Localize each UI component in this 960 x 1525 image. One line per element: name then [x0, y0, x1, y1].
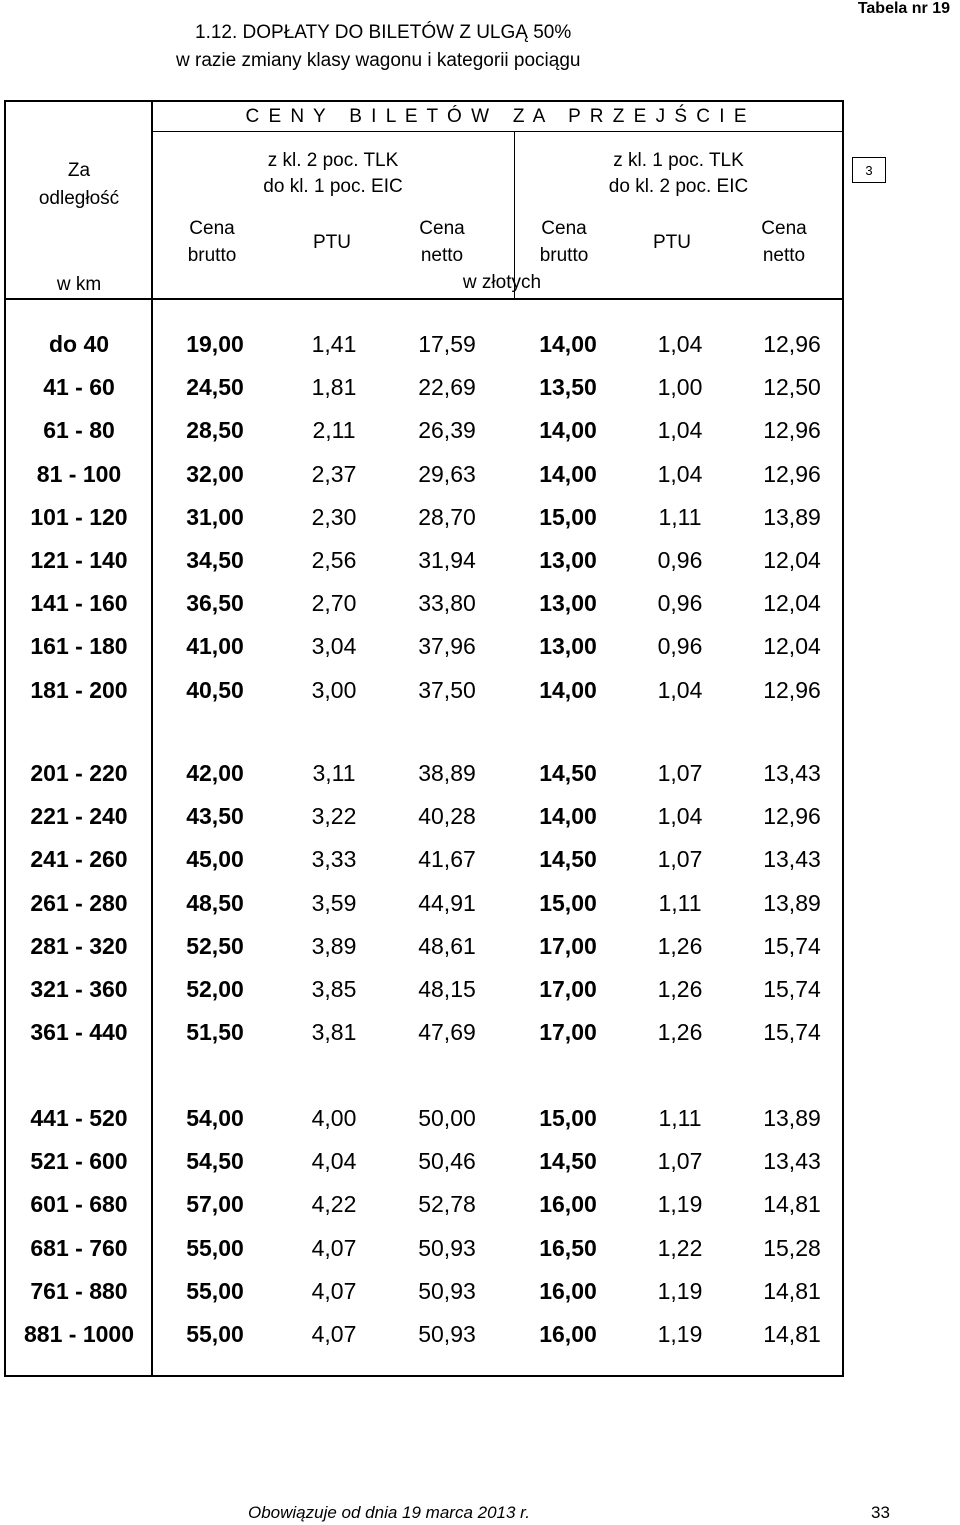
- fare-table: [4, 100, 844, 1377]
- price-cell: 26,39: [418, 417, 476, 444]
- price-cell: 16,00: [539, 1191, 597, 1218]
- price-cell: 47,69: [418, 1019, 476, 1046]
- distance-cell: 881 - 1000: [24, 1321, 134, 1347]
- price-cell: 13,00: [539, 547, 597, 573]
- price-cell: 34,50: [186, 547, 244, 573]
- price-cell: 14,50: [539, 846, 597, 873]
- price-cell: 14,00: [539, 331, 597, 357]
- page-number: 33: [871, 1503, 890, 1522]
- price-cell: 28,70: [418, 503, 476, 530]
- price-cell: 1,11: [658, 1105, 702, 1131]
- price-cell: 4,07: [311, 1321, 357, 1347]
- price-cell: 2,56: [311, 547, 357, 573]
- price-cell: 36,50: [186, 590, 244, 617]
- price-cell: 28,50: [186, 417, 244, 444]
- price-cell: 1,26: [657, 932, 703, 959]
- price-cell: 15,74: [763, 976, 821, 1002]
- price-cell: 2,11: [312, 417, 356, 444]
- price-cell: 13,50: [539, 374, 597, 401]
- price-cell: 14,50: [539, 760, 597, 786]
- distance-header-line-2: odległość: [38, 188, 120, 209]
- title-line-2: w razie zmiany klasy wagonu i kategorii pociągu: [176, 50, 581, 71]
- g1-brutto-cena: Cena: [189, 218, 235, 239]
- price-cell: 1,04: [657, 460, 703, 487]
- distance-cell: 681 - 760: [30, 1234, 128, 1261]
- distance-cell: 221 - 240: [30, 803, 128, 830]
- price-cell: 3,11: [312, 760, 356, 786]
- price-cell: 12,96: [763, 460, 821, 487]
- price-cell: 1,04: [657, 417, 703, 444]
- price-cell: 17,00: [539, 1019, 597, 1046]
- distance-cell: 81 - 100: [36, 460, 122, 487]
- page-marker-box: 3: [852, 157, 886, 183]
- price-cell: 40,50: [186, 676, 244, 703]
- price-cell: 1,04: [657, 331, 703, 357]
- group-2-header-line-1: z kl. 1 poc. TLK: [613, 150, 744, 171]
- price-cell: 14,00: [539, 417, 597, 444]
- price-cell: 4,07: [311, 1234, 357, 1261]
- group-1-header-line-1: z kl. 2 poc. TLK: [267, 150, 399, 171]
- g2-ptu-label: PTU: [653, 232, 691, 253]
- price-cell: 13,43: [763, 846, 821, 873]
- price-cell: 4,04: [311, 1148, 357, 1175]
- distance-cell: 41 - 60: [43, 374, 115, 401]
- price-cell: 3,00: [311, 676, 357, 703]
- distance-cell: 281 - 320: [30, 932, 128, 959]
- currency-label: w złotych: [462, 272, 542, 293]
- price-cell: 1,00: [657, 374, 703, 401]
- price-cell: 38,89: [418, 760, 476, 786]
- price-cell: 15,74: [763, 932, 821, 959]
- price-cell: 17,00: [539, 932, 597, 959]
- price-cell: 4,22: [311, 1191, 357, 1218]
- price-cell: 1,04: [657, 803, 703, 830]
- price-cell: 13,89: [763, 1105, 821, 1131]
- price-cell: 37,96: [418, 633, 476, 660]
- price-cell: 2,30: [311, 503, 357, 530]
- price-cell: 15,00: [539, 1105, 597, 1131]
- price-cell: 24,50: [186, 374, 244, 401]
- price-cell: 50,93: [418, 1321, 476, 1347]
- price-cell: 31,00: [186, 503, 244, 530]
- price-cell: 12,50: [763, 374, 821, 401]
- distance-cell: 601 - 680: [30, 1191, 128, 1218]
- price-cell: 3,22: [311, 803, 357, 830]
- distance-cell: 161 - 180: [30, 633, 128, 660]
- price-cell: 54,00: [186, 1105, 244, 1131]
- g1-netto-cena: Cena: [419, 218, 465, 239]
- distance-unit-header: w km: [56, 274, 102, 295]
- price-cell: 17,00: [539, 976, 597, 1002]
- distance-header-line-1: Za: [67, 160, 91, 181]
- price-cell: 12,96: [763, 417, 821, 444]
- price-cell: 37,50: [418, 676, 476, 703]
- price-cell: 43,50: [186, 803, 244, 830]
- price-cell: 1,22: [657, 1234, 703, 1261]
- title-line-1: 1.12. DOPŁATY DO BILETÓW Z ULGĄ 50%: [195, 22, 572, 43]
- price-cell: 1,11: [658, 503, 702, 530]
- price-cell: 14,50: [539, 1148, 597, 1175]
- header-divider: [151, 131, 842, 132]
- price-cell: 41,00: [186, 633, 244, 660]
- price-cell: 3,04: [311, 633, 357, 660]
- price-cell: 1,19: [657, 1277, 703, 1304]
- group-1-header-line-2: do kl. 1 poc. EIC: [263, 176, 403, 197]
- price-cell: 14,00: [539, 460, 597, 487]
- distance-cell: 101 - 120: [30, 503, 128, 530]
- distance-cell: 201 - 220: [30, 760, 128, 786]
- price-cell: 45,00: [186, 846, 244, 873]
- price-cell: 3,33: [311, 846, 357, 873]
- price-cell: 48,61: [418, 932, 476, 959]
- price-cell: 14,81: [763, 1277, 821, 1304]
- g2-netto-label: netto: [762, 245, 806, 266]
- price-cell: 12,04: [763, 633, 821, 660]
- price-cell: 22,69: [418, 374, 476, 401]
- price-cell: 4,00: [311, 1105, 357, 1131]
- price-cell: 55,00: [186, 1277, 244, 1304]
- g1-brutto-label: brutto: [187, 245, 237, 266]
- price-cell: 1,07: [657, 760, 703, 786]
- price-cell: 48,50: [186, 889, 244, 916]
- price-cell: 0,96: [657, 547, 703, 573]
- price-cell: 2,37: [311, 460, 357, 487]
- price-cell: 1,81: [311, 374, 357, 401]
- g2-brutto-cena: Cena: [541, 218, 587, 239]
- price-cell: 14,00: [539, 803, 597, 830]
- price-cell: 55,00: [186, 1321, 244, 1347]
- price-cell: 48,15: [418, 976, 476, 1002]
- distance-cell: 441 - 520: [30, 1105, 128, 1131]
- price-cell: 41,67: [418, 846, 476, 873]
- price-cell: 13,89: [763, 503, 821, 530]
- price-cell: 3,89: [311, 932, 357, 959]
- price-cell: 1,07: [657, 1148, 703, 1175]
- price-cell: 40,28: [418, 803, 476, 830]
- price-cell: 50,00: [418, 1105, 476, 1131]
- price-cell: 57,00: [186, 1191, 244, 1218]
- table-number: Tabela nr 19: [857, 0, 950, 17]
- distance-cell: 121 - 140: [30, 547, 128, 573]
- price-cell: 29,63: [418, 460, 476, 487]
- distance-cell: 761 - 880: [30, 1277, 128, 1304]
- group-2-header-line-2: do kl. 2 poc. EIC: [608, 176, 749, 197]
- price-cell: 33,80: [418, 590, 476, 617]
- price-cell: 1,19: [657, 1191, 703, 1218]
- price-cell: 13,00: [539, 633, 597, 660]
- validity-footer: Obowiązuje od dnia 19 marca 2013 r.: [248, 1503, 530, 1522]
- price-cell: 15,00: [539, 503, 597, 530]
- price-cell: 15,74: [763, 1019, 821, 1046]
- price-cell: 52,78: [418, 1191, 476, 1218]
- price-cell: 19,00: [186, 331, 244, 357]
- price-cell: 1,19: [657, 1321, 703, 1347]
- price-cell: 1,26: [657, 1019, 703, 1046]
- price-cell: 4,07: [311, 1277, 357, 1304]
- price-cell: 17,59: [418, 331, 476, 357]
- distance-cell: do 40: [48, 331, 110, 357]
- price-cell: 3,81: [311, 1019, 357, 1046]
- distance-cell: 61 - 80: [43, 417, 115, 444]
- price-cell: 51,50: [186, 1019, 244, 1046]
- distance-cell: 521 - 600: [30, 1148, 128, 1175]
- distance-cell: 141 - 160: [30, 590, 128, 617]
- price-cell: 1,11: [658, 889, 702, 916]
- price-cell: 14,81: [763, 1191, 821, 1218]
- distance-cell: 261 - 280: [30, 889, 128, 916]
- g2-brutto-label: brutto: [539, 245, 589, 266]
- price-cell: 50,93: [418, 1277, 476, 1304]
- price-cell: 32,00: [186, 460, 244, 487]
- g1-ptu-label: PTU: [313, 232, 351, 253]
- header-divider: [6, 298, 842, 300]
- price-cell: 2,70: [311, 590, 357, 617]
- price-cell: 1,41: [311, 331, 357, 357]
- price-cell: 52,50: [186, 932, 244, 959]
- price-cell: 42,00: [186, 760, 244, 786]
- price-cell: 31,94: [418, 547, 476, 573]
- price-cell: 0,96: [657, 590, 703, 617]
- price-cell: 44,91: [418, 889, 476, 916]
- price-cell: 55,00: [186, 1234, 244, 1261]
- price-cell: 1,04: [657, 676, 703, 703]
- price-cell: 0,96: [657, 633, 703, 660]
- price-cell: 50,46: [418, 1148, 476, 1175]
- price-cell: 15,00: [539, 889, 597, 916]
- distance-cell: 321 - 360: [30, 976, 128, 1002]
- price-cell: 12,96: [763, 803, 821, 830]
- price-cell: 12,96: [763, 331, 821, 357]
- price-cell: 13,43: [763, 1148, 821, 1175]
- price-cell: 3,85: [311, 976, 357, 1002]
- distance-cell: 361 - 440: [30, 1019, 128, 1046]
- price-cell: 3,59: [311, 889, 357, 916]
- price-cell: 50,93: [418, 1234, 476, 1261]
- price-cell: 16,50: [539, 1234, 597, 1261]
- price-cell: 15,28: [763, 1234, 821, 1261]
- g1-netto-label: netto: [420, 245, 464, 266]
- price-cell: 13,89: [763, 889, 821, 916]
- price-cell: 54,50: [186, 1148, 244, 1175]
- price-cell: 12,04: [763, 590, 821, 617]
- g2-netto-cena: Cena: [761, 218, 807, 239]
- price-cell: 12,04: [763, 547, 821, 573]
- price-cell: 16,00: [539, 1277, 597, 1304]
- distance-cell: 241 - 260: [30, 846, 128, 873]
- price-cell: 12,96: [763, 676, 821, 703]
- price-cell: 14,00: [539, 676, 597, 703]
- price-cell: 13,43: [763, 760, 821, 786]
- prices-header: C E N Y B I L E T Ó W Z A P R Z E J Ś C I E: [245, 106, 749, 127]
- price-cell: 1,07: [657, 846, 703, 873]
- price-cell: 14,81: [763, 1321, 821, 1347]
- price-cell: 52,00: [186, 976, 244, 1002]
- distance-cell: 181 - 200: [30, 676, 128, 703]
- price-cell: 16,00: [539, 1321, 597, 1347]
- price-cell: 1,26: [657, 976, 703, 1002]
- price-cell: 13,00: [539, 590, 597, 617]
